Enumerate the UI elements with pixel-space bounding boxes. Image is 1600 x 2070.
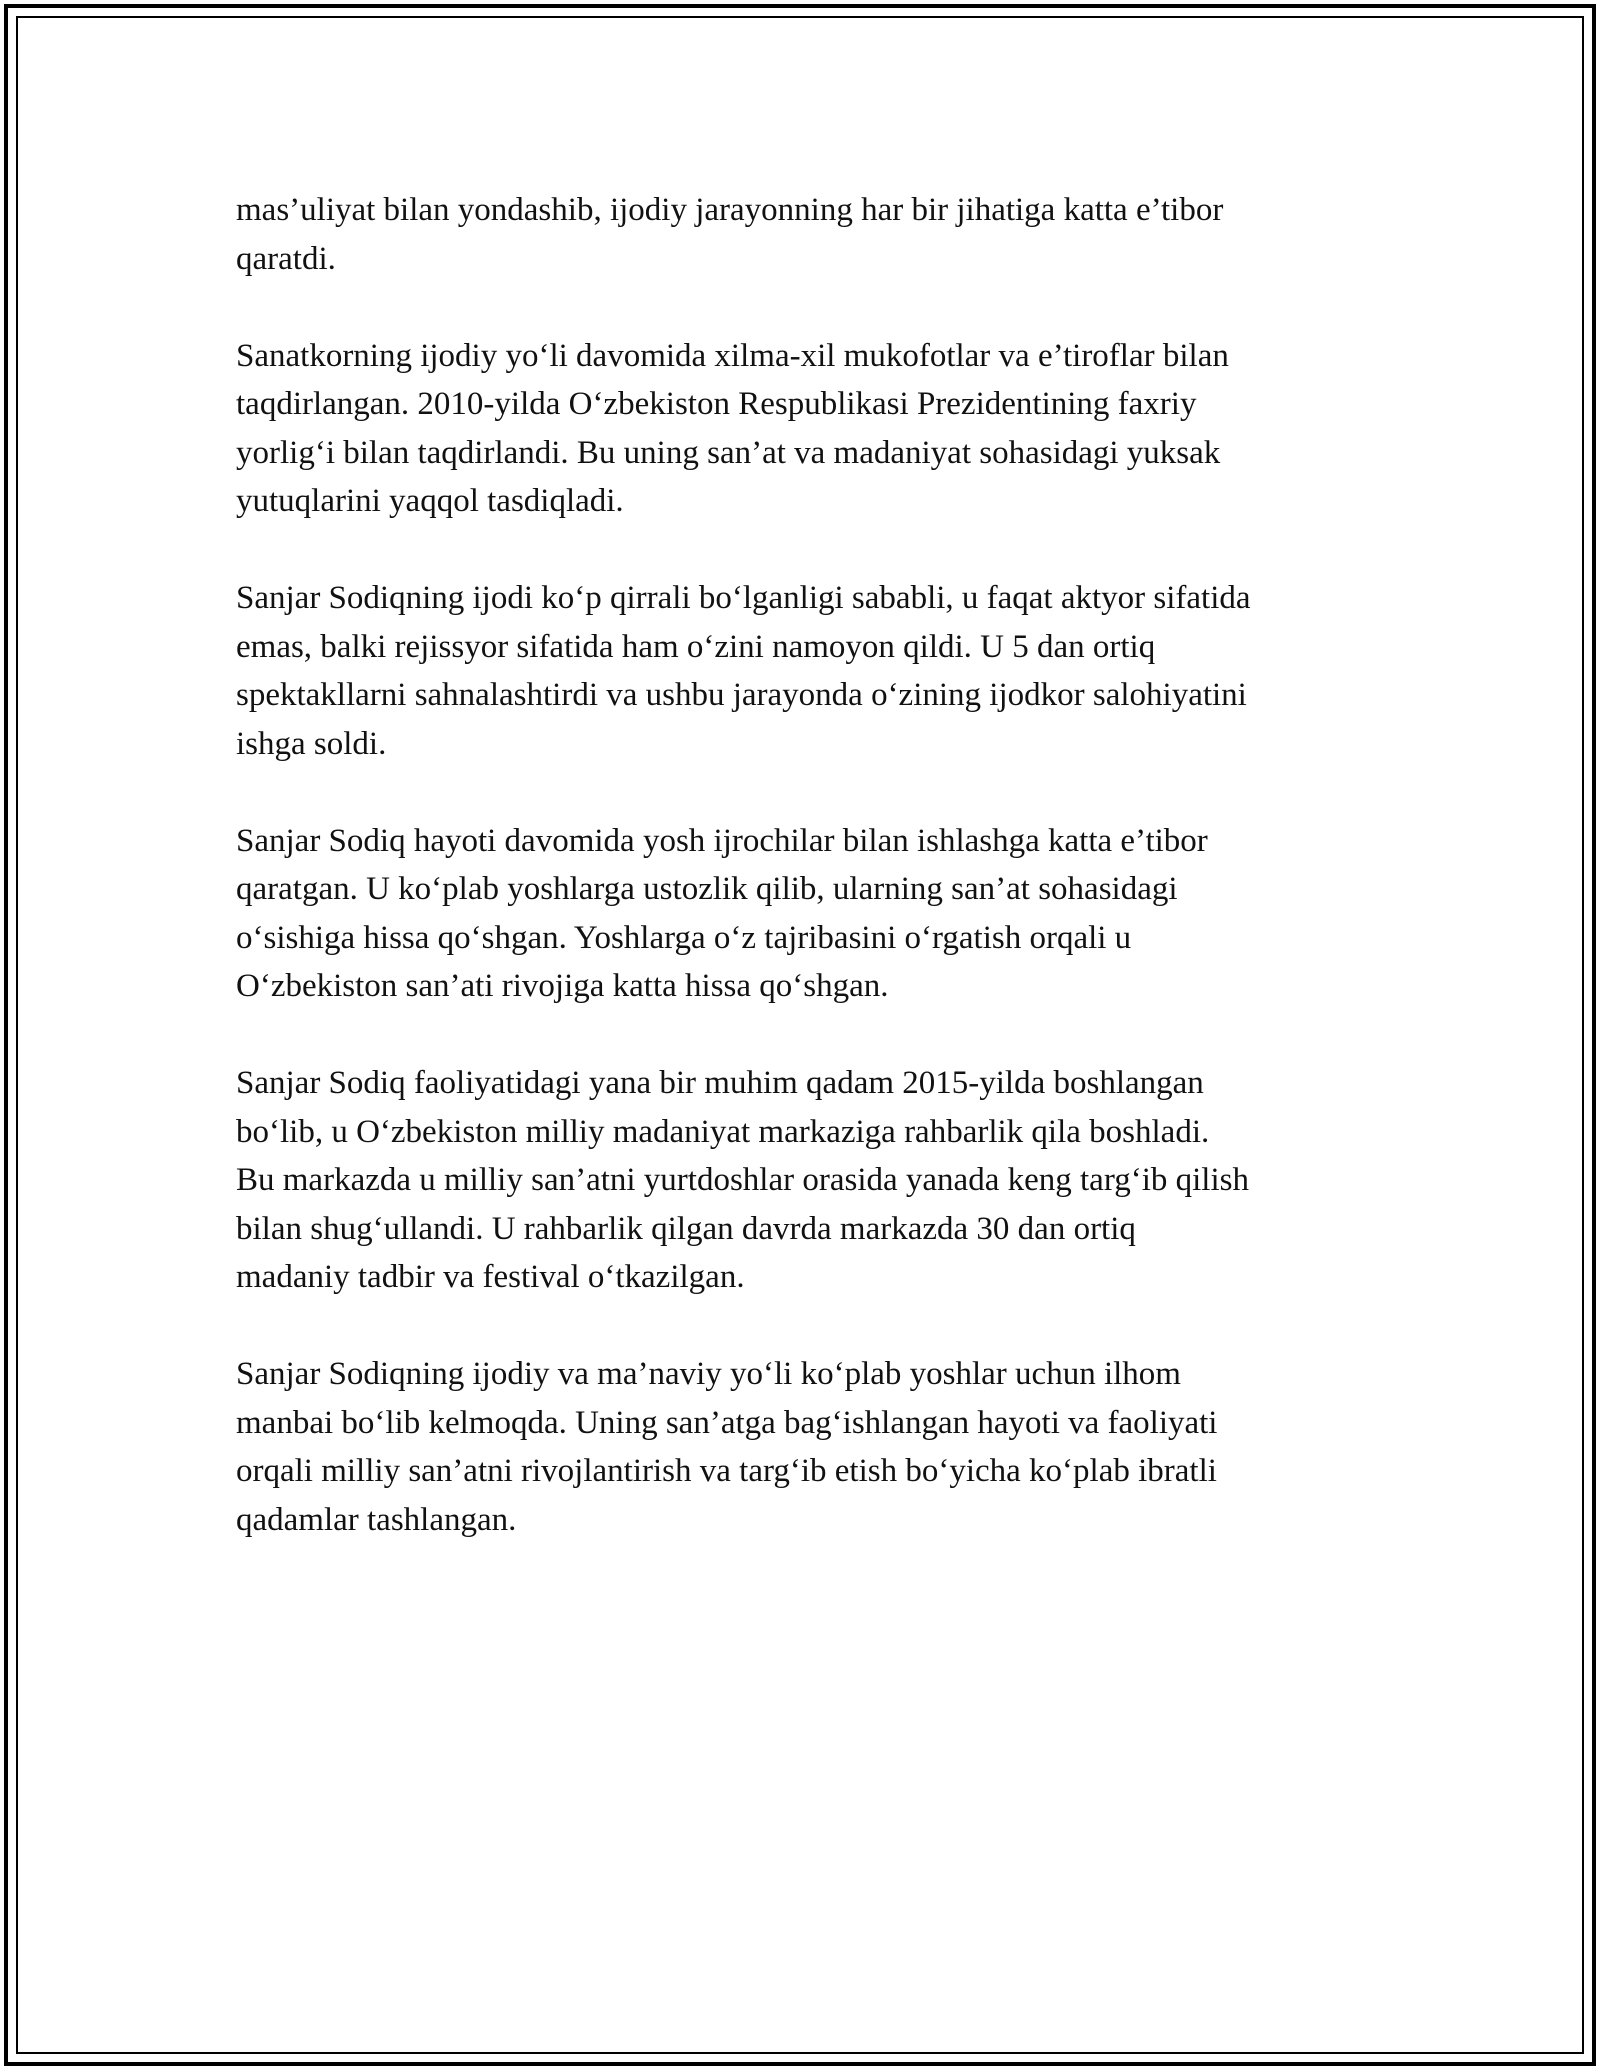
paragraph-2: Sanatkorning ijodiy yo‘li davomida xilma-xil mukofotlar va e’tiroflar bilan taqdirlangan. 2010-yilda O‘zbekiston Respublikasi Prezidentining faxriy yorlig‘i bilan taqdirlandi. Bu uning san’at va madaniyat sohasidagi yuksak yutuqlarini yaqqol tasdiqladi. [236,337,1229,519]
paragraph-5: Sanjar Sodiq faoliyatidagi yana bir muhim qadam 2015-yilda boshlangan bo‘lib, u O‘zbekiston milliy madaniyat markaziga rahbarlik qila boshladi. Bu markazda u milliy san’atni yurtdoshlar orasida yanada keng targ‘ib qilish bilan shug‘ullandi. U rahbarlik qilgan davrda markazda 30 dan ortiq madaniy tadbir va festival o‘tkazilgan. [236,1065,1249,1295]
paragraph-6: Sanjar Sodiqning ijodiy va ma’naviy yo‘li ko‘plab yoshlar uchun ilhom manbai bo‘lib kelmoqda. Uning san’atga bag‘ishlangan hayoti va faoliyati orqali milliy san’atni rivojlantirish va targ‘ib etish bo‘yicha ko‘plab ibratli qadamlar tashlangan. [236,1356,1218,1538]
paragraph-4: Sanjar Sodiq hayoti davomida yosh ijrochilar bilan ishlashga katta e’tibor qaratgan. U ko‘plab yoshlarga ustozlik qilib, ularning san’at sohasidagi o‘sishiga hissa qo‘shgan. Yoshlarga o‘z tajribasini o‘rgatish orqali u O‘zbekiston san’ati rivojiga katta hissa qo‘shgan. [236,822,1208,1004]
paragraph-3: Sanjar Sodiqning ijodi ko‘p qirrali bo‘lganligi sababli, u faqat aktyor sifatida emas, balki rejissyor sifatida ham o‘zini namoyon qildi. U 5 dan ortiq spektakllarni sahnalashtirdi va ushbu jarayonda o‘zining ijodkor salohiyatini ishga soldi. [236,580,1251,762]
paragraph-1: mas’uliyat bilan yondashib, ijodiy jarayonning har bir jihatiga katta e’tibor qaratdi. [236,192,1224,277]
document-body [236,186,1376,1593]
